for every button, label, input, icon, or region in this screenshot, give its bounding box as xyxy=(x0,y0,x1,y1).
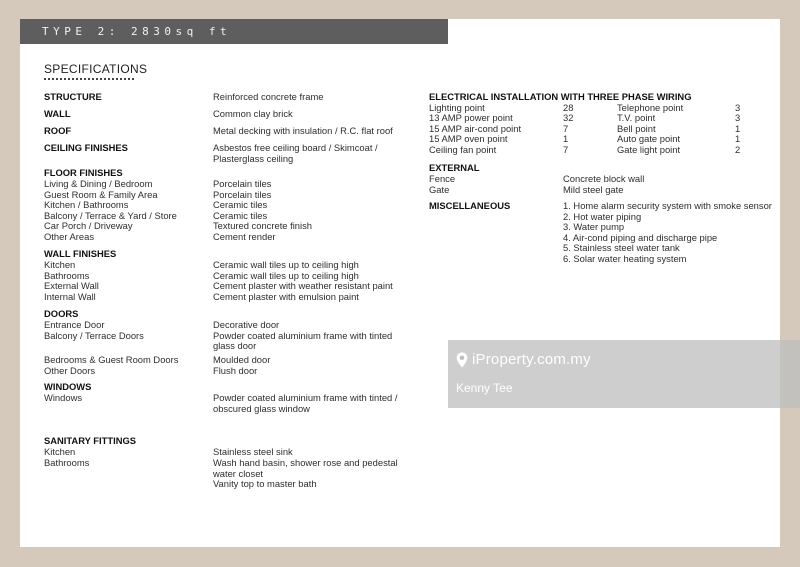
unit-type-title: TYPE 2: 2830sq ft xyxy=(42,25,232,38)
wall-label: WALL xyxy=(44,108,71,119)
electrical-count: 2 xyxy=(735,143,741,155)
wall-finish-area: Bathrooms xyxy=(44,269,90,281)
specifications-heading: SPECIFICATIONS xyxy=(44,62,148,76)
roof-value: Metal decking with insulation / R.C. flat roof xyxy=(213,125,393,136)
floor-area: Other Areas xyxy=(44,230,95,242)
electrical-item: Bell point xyxy=(617,122,656,134)
wall-finish-value: Ceramic wall tiles up to ceiling high xyxy=(213,259,359,270)
electrical-item: Lighting point xyxy=(429,101,485,113)
watermark-brand: iProperty.com.my xyxy=(472,351,591,368)
electrical-count: 3 xyxy=(735,112,741,123)
sanitary-value: Stainless steel sink xyxy=(213,446,293,457)
electrical-label: ELECTRICAL INSTALLATION WITH THREE PHASE WIRING xyxy=(429,91,692,102)
sanitary-fittings-label: SANITARY FITTINGS xyxy=(44,435,137,446)
floor-value: Porcelain tiles xyxy=(213,178,272,189)
wall-finishes-label: WALL FINISHES xyxy=(44,248,117,259)
wall-finish-area: External Wall xyxy=(44,280,99,291)
floor-area: Guest Room & Family Area xyxy=(44,188,158,200)
electrical-item: Telephone point xyxy=(617,101,684,113)
doors-label: DOORS xyxy=(44,308,79,319)
wall-finish-value: Cement plaster with weather resistant paint xyxy=(213,280,393,291)
wall-finish-value: Cement plaster with emulsion paint xyxy=(213,290,359,302)
miscellaneous-label: MISCELLANEOUS xyxy=(429,200,511,211)
watermark-agent-name: Kenny Tee xyxy=(456,381,513,395)
electrical-count: 3 xyxy=(735,101,741,113)
electrical-item: 15 AMP oven point xyxy=(429,133,508,144)
external-label: EXTERNAL xyxy=(429,162,480,173)
electrical-item: 13 AMP power point xyxy=(429,112,513,123)
wall-value: Common clay brick xyxy=(213,108,293,119)
door-area: Other Doors xyxy=(44,365,96,376)
structure-label: STRUCTURE xyxy=(44,91,102,102)
electrical-count: 1 xyxy=(735,122,741,134)
floor-value: Ceramic tiles xyxy=(213,209,268,221)
sanitary-value: Wash hand basin, shower rose and pedestal water closet xyxy=(213,457,398,479)
electrical-item: Ceiling fan point xyxy=(429,143,497,155)
wall-finish-value: Ceramic wall tiles up to ceiling high xyxy=(213,269,359,281)
floor-value: Cement render xyxy=(213,230,276,242)
door-area: Bedrooms & Guest Room Doors xyxy=(44,354,179,365)
electrical-count: 32 xyxy=(563,112,574,123)
sanitary-area: Bathrooms xyxy=(44,457,90,468)
door-area: Balcony / Terrace Doors xyxy=(44,329,144,341)
electrical-item: Gate light point xyxy=(617,143,681,155)
misc-item: 5. Stainless steel water tank xyxy=(563,242,680,253)
ceiling-finishes-value: Asbestos free ceiling board / Skimcoat / Plasterglass ceiling xyxy=(213,142,378,164)
ceiling-finishes-label: CEILING FINISHES xyxy=(44,142,128,153)
electrical-count: 1 xyxy=(735,133,741,144)
window-area: Windows xyxy=(44,392,83,403)
electrical-count: 28 xyxy=(563,101,574,113)
floor-area: Living & Dining / Bedroom xyxy=(44,178,153,189)
floor-finishes-label: FLOOR FINISHES xyxy=(44,167,123,178)
misc-item: 3. Water pump xyxy=(563,221,625,232)
door-value: Decorative door xyxy=(213,319,280,330)
misc-item: 4. Air-cond piping and discharge pipe xyxy=(563,231,718,243)
windows-label: WINDOWS xyxy=(44,381,92,392)
external-area: Gate xyxy=(429,183,450,195)
wall-finish-area: Internal Wall xyxy=(44,290,96,302)
sanitary-area: Kitchen xyxy=(44,446,76,457)
electrical-item: Auto gate point xyxy=(617,133,681,144)
floor-area: Kitchen / Bathrooms xyxy=(44,199,129,210)
door-value: Flush door xyxy=(213,365,258,376)
external-value: Mild steel gate xyxy=(563,183,624,195)
misc-item: 6. Solar water heating system xyxy=(563,252,687,264)
floor-area: Balcony / Terrace & Yard / Store xyxy=(44,209,177,221)
electrical-count: 7 xyxy=(563,122,569,134)
external-area: Fence xyxy=(429,173,456,184)
electrical-count: 1 xyxy=(563,133,569,144)
sanitary-value: Vanity top to master bath xyxy=(213,478,317,489)
door-value: Powder coated aluminium frame with tinted glass door xyxy=(213,329,393,352)
electrical-count: 7 xyxy=(563,143,569,155)
electrical-item: 15 AMP air-cond point xyxy=(429,122,522,134)
floor-value: Porcelain tiles xyxy=(213,188,272,200)
structure-value: Reinforced concrete frame xyxy=(213,91,324,102)
wall-finish-area: Kitchen xyxy=(44,259,76,270)
external-value: Concrete block wall xyxy=(563,173,645,184)
door-value: Moulded door xyxy=(213,354,271,365)
misc-item: 1. Home alarm security system with smoke sensor xyxy=(563,200,772,211)
floor-area: Car Porch / Driveway xyxy=(44,220,133,231)
door-area: Entrance Door xyxy=(44,319,105,330)
heading-dotted-underline xyxy=(44,76,134,80)
roof-label: ROOF xyxy=(44,125,72,136)
window-value: Powder coated aluminium frame with tinted / obscured glass window xyxy=(213,392,398,414)
misc-item: 2. Hot water piping xyxy=(563,210,642,222)
floor-value: Textured concrete finish xyxy=(213,220,313,231)
electrical-item: T.V. point xyxy=(617,112,656,123)
floor-value: Ceramic tiles xyxy=(213,199,268,210)
location-pin-icon xyxy=(456,352,468,368)
